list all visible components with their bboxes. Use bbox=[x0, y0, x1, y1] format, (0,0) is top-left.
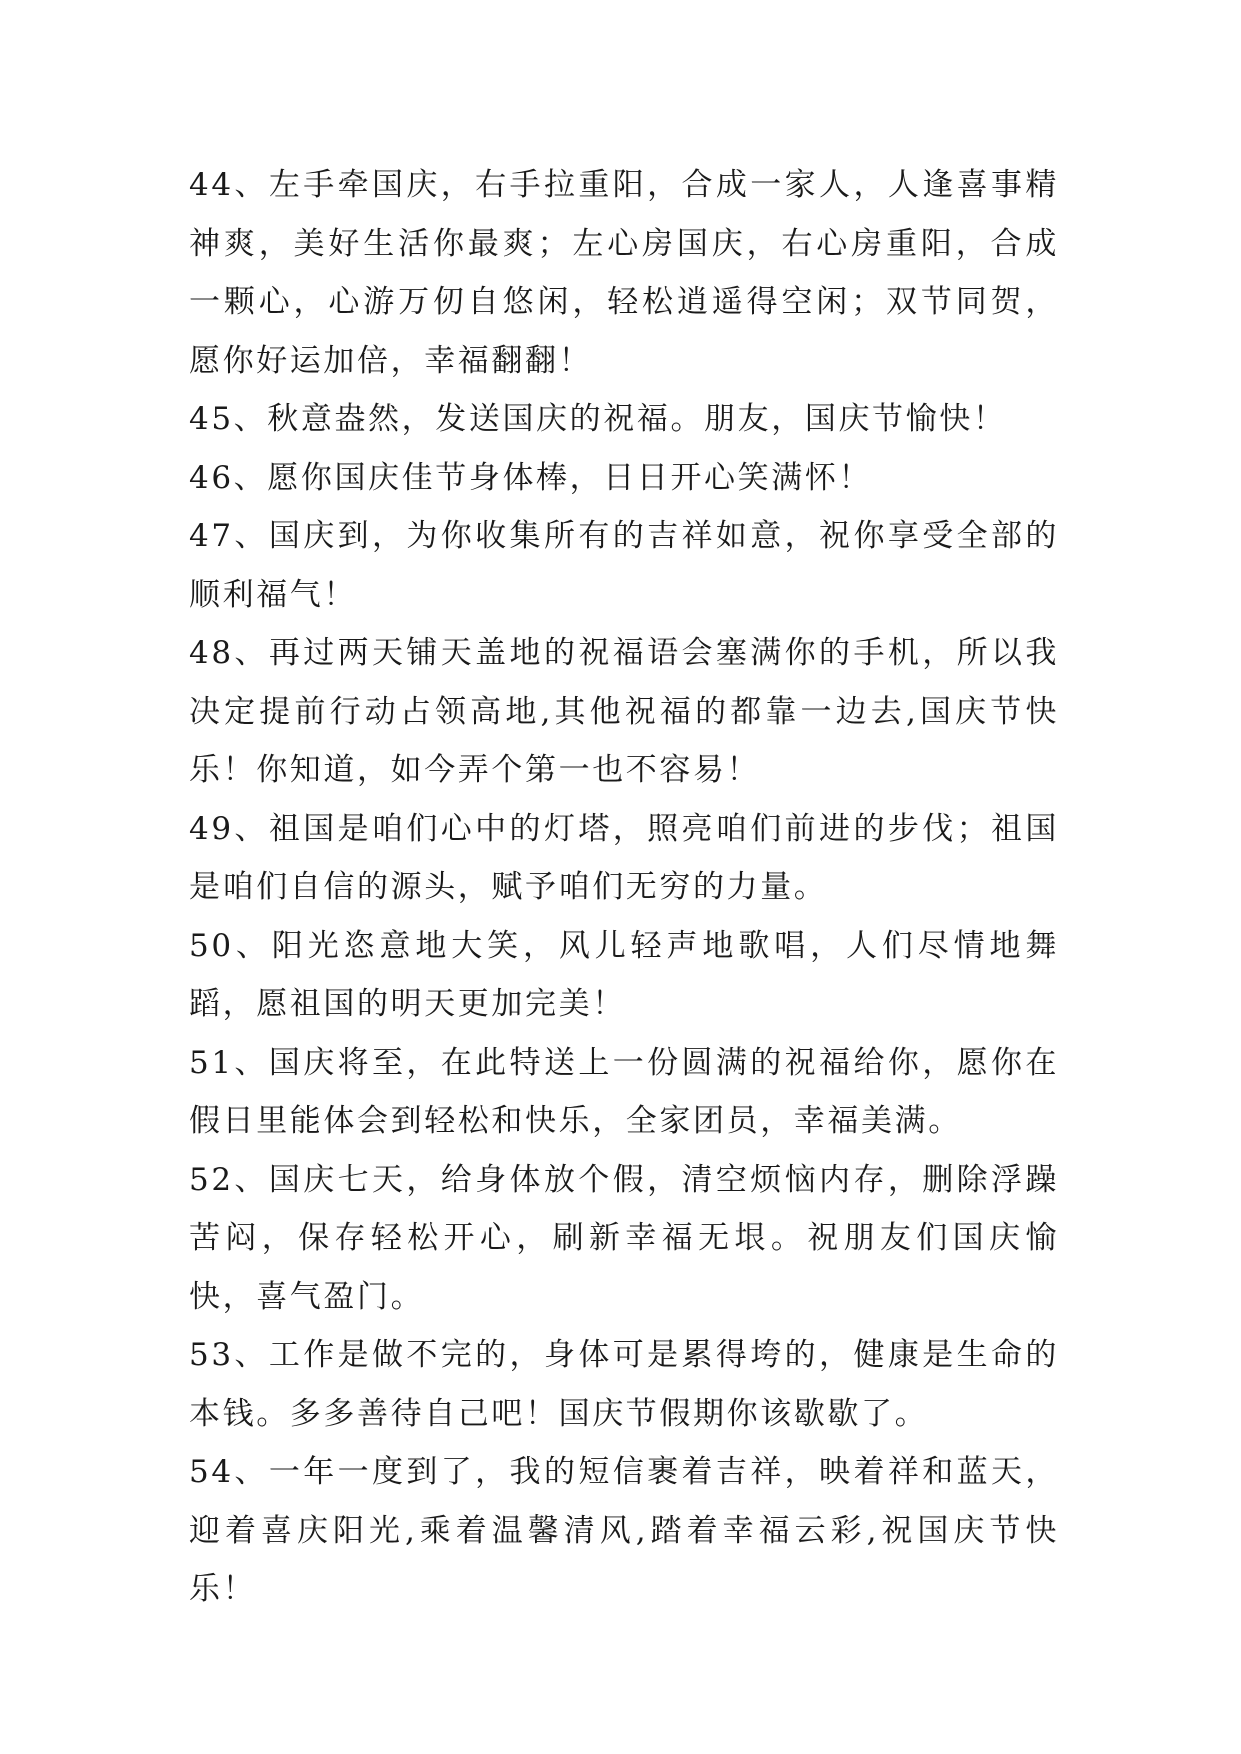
blessing-item-44: 44、左手牵国庆，右手拉重阳，合成一家人，人逢喜事精神爽，美好生活你最爽；左心房国庆，右心房重阳，合成一颗心，心游万仞自悠闲，轻松逍遥得空闲；双节同贺，愿你好运加倍，幸福翻翻！ bbox=[189, 167, 1059, 379]
blessing-item-54: 54、一年一度到了，我的短信裹着吉祥，映着祥和蓝天，迎着喜庆阳光,乘着温馨清风,踏着幸福云彩,祝国庆节快乐！ bbox=[189, 1454, 1059, 1607]
blessing-item-47: 47、国庆到，为你收集所有的吉祥如意，祝你享受全部的顺利福气！ bbox=[189, 518, 1059, 613]
blessing-item-52: 52、国庆七天，给身体放个假，清空烦恼内存，删除浮躁苦闷，保存轻松开心，刷新幸福无垠。祝朋友们国庆愉快，喜气盈门。 bbox=[189, 1161, 1059, 1315]
blessing-item-50: 50、阳光恣意地大笑，风儿轻声地歌唱，人们尽情地舞蹈，愿祖国的明天更加完美！ bbox=[189, 927, 1059, 1022]
blessing-list bbox=[189, 156, 1059, 1619]
blessing-item-48: 48、再过两天铺天盖地的祝福语会塞满你的手机，所以我决定提前行动占领高地,其他祝福的都靠一边去,国庆节快乐！你知道，如今弄个第一也不容易！ bbox=[189, 635, 1059, 788]
blessing-item-49: 49、祖国是咱们心中的灯塔，照亮咱们前进的步伐；祖国是咱们自信的源头，赋予咱们无穷的力量。 bbox=[189, 810, 1059, 905]
blessing-item-45: 45、秋意盎然，发送国庆的祝福。朋友，国庆节愉快！ bbox=[189, 401, 1007, 437]
blessing-item-46: 46、愿你国庆佳节身体棒，日日开心笑满怀！ bbox=[189, 459, 873, 496]
blessing-item-51: 51、国庆将至，在此特送上一份圆满的祝福给你，愿你在假日里能体会到轻松和快乐，全家团员，幸福美满。 bbox=[189, 1044, 1059, 1139]
blessing-item-53: 53、工作是做不完的，身体可是累得垮的，健康是生命的本钱。多多善待自己吧！国庆节假期你该歇歇了。 bbox=[189, 1337, 1059, 1432]
